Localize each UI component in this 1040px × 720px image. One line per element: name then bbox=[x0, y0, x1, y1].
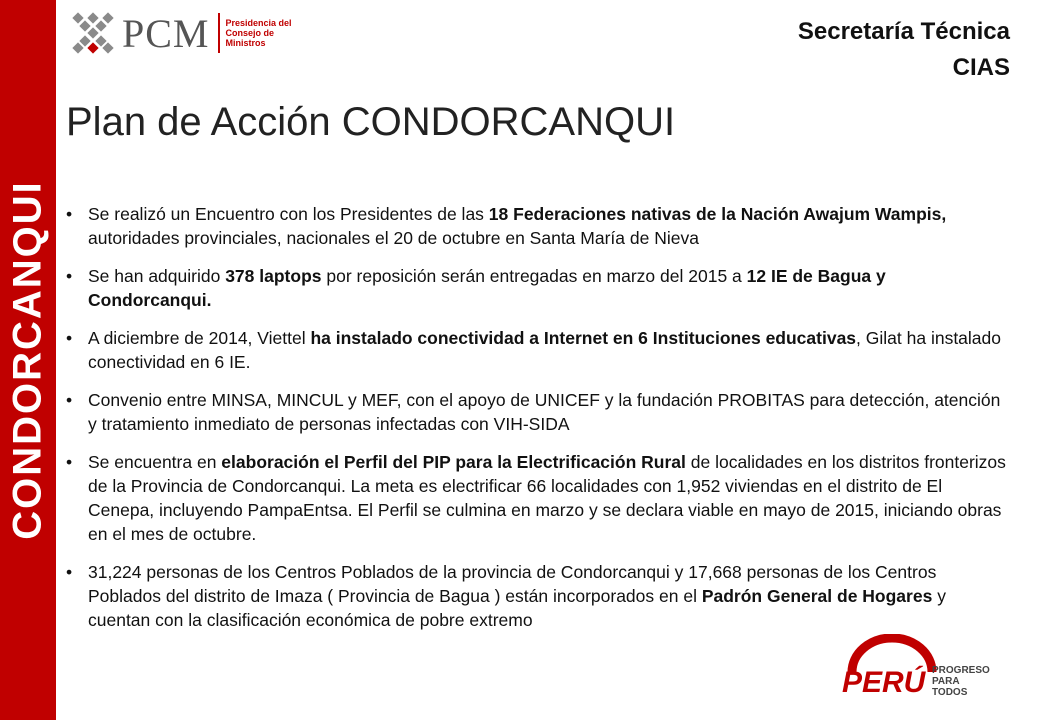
pcm-logo bbox=[70, 10, 296, 56]
bullet-text: A diciembre de 2014, Viettel bbox=[88, 328, 311, 348]
header-block bbox=[798, 14, 1010, 86]
bullet-text: , Gilat ha instalado conectividad en 6 IE. bbox=[88, 328, 1001, 372]
bullet-text: de localidades en los distritos fronterizos de la Provincia de Condorcanqui. La meta es electrificar 66 localidades con 1,952 viviendas en el distrito de El Cenepa, incluyendo PampaEntsa. El Perfil se culmina en marzo y se declara viable en mayo de 2015, iniciando obras en el mes de octubre. bbox=[88, 452, 1006, 544]
peru-tagline bbox=[932, 665, 992, 698]
header-line-1: Secretaría Técnica bbox=[797, 18, 1010, 45]
bullet-text: Se realizó un Encuentro con los Presidentes de las bbox=[88, 204, 489, 224]
bullet-item bbox=[66, 450, 1006, 546]
bullet-text: Se han adquirido bbox=[88, 266, 226, 286]
logo-divider bbox=[218, 13, 220, 53]
peru-wordmark: PERÚ bbox=[842, 666, 926, 699]
sidebar-label: CONDORCANQUI bbox=[5, 180, 50, 540]
logo-wordmark: PCM bbox=[122, 10, 210, 56]
bullet-text: y cuentan con la clasificación económica de pobre extremo bbox=[88, 586, 946, 630]
bullet-emphasis: 378 laptops bbox=[225, 266, 322, 286]
bullet-emphasis: 18 Federaciones nativas de la Nación Awajum Wampis, bbox=[488, 204, 947, 224]
bullet-text: Convenio entre MINSA, MINCUL y MEF, con el apoyo de UNICEF y la fundación PROBITAS para detección, atención y tratamiento inmediato de personas infectadas con VIH-SIDA bbox=[88, 390, 1001, 434]
peru-tagline-2: PARA TODOS bbox=[932, 676, 968, 698]
logo-subtitle: Presidencia del Consejo de Ministros bbox=[225, 18, 292, 48]
bullet-item bbox=[66, 388, 1006, 436]
bullet-emphasis: ha instalado conectividad a Internet en 6 Instituciones educativas bbox=[310, 328, 857, 348]
bullet-list bbox=[66, 202, 1006, 646]
bullet-item bbox=[66, 560, 1006, 632]
bullet-text: por reposición serán entregadas en marzo del 2015 a bbox=[321, 266, 747, 286]
page-title: Plan de Acción CONDORCANQUI bbox=[66, 100, 676, 144]
bullet-item bbox=[66, 264, 1006, 312]
pcm-emblem-icon bbox=[70, 10, 116, 56]
peru-logo bbox=[842, 634, 992, 704]
bullet-emphasis: 12 IE de Bagua y Condorcanqui. bbox=[88, 266, 886, 310]
bullet-text: autoridades provinciales, nacionales el 20 de octubre en Santa María de Nieva bbox=[88, 228, 699, 248]
bullet-item bbox=[66, 326, 1006, 374]
bullet-item bbox=[66, 202, 1006, 250]
bullet-text: 31,224 personas de los Centros Poblados de la provincia de Condorcanqui y 17,668 personas de los Centros Poblados del distrito de Imaza ( Provincia de Bagua ) están incorporados en el bbox=[88, 562, 937, 606]
bullet-emphasis: Padrón General de Hogares bbox=[701, 586, 933, 606]
bullet-emphasis: elaboración el Perfil del PIP para la Electrificación Rural bbox=[221, 452, 686, 472]
sidebar-band bbox=[0, 0, 56, 720]
header-line-2: CIAS bbox=[952, 54, 1010, 81]
peru-tagline-1: PROGRESO bbox=[932, 665, 990, 676]
bullet-text: Se encuentra en bbox=[88, 452, 222, 472]
